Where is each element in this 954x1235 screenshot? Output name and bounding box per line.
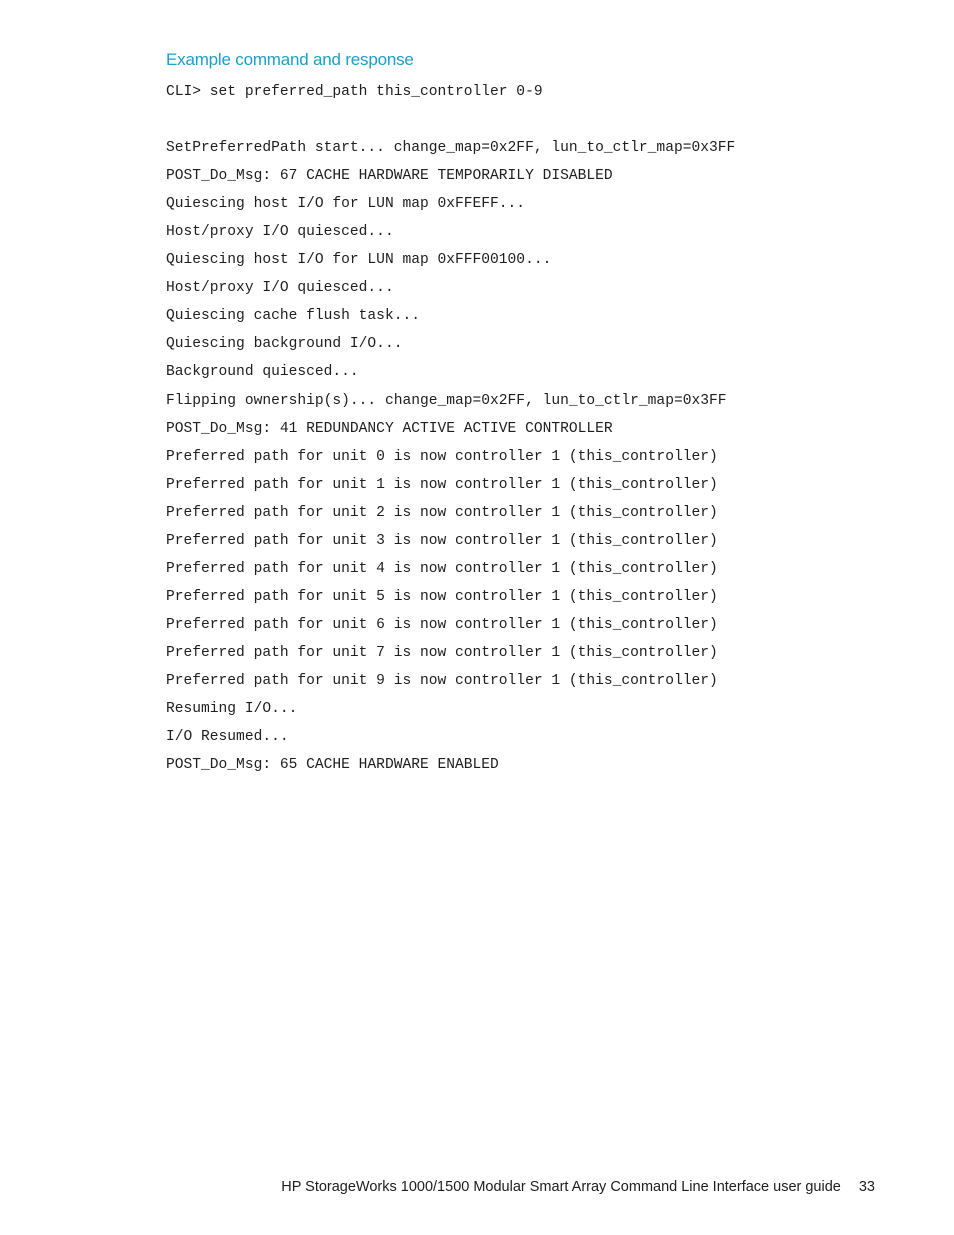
code-line: Quiescing cache flush task...: [166, 308, 420, 325]
code-line: Preferred path for unit 1 is now controller 1 (this_controller): [166, 476, 718, 493]
code-line: SetPreferredPath start... change_map=0x2FF, lun_to_ctlr_map=0x3FF: [166, 140, 736, 157]
code-line: Background quiesced...: [166, 364, 359, 381]
code-line: Host/proxy I/O quiesced...: [166, 280, 394, 297]
code-line: [166, 106, 735, 134]
code-line: Preferred path for unit 5 is now controller 1 (this_controller): [166, 588, 718, 605]
code-line: Resuming I/O...: [166, 701, 298, 718]
section-heading: Example command and response: [166, 50, 414, 69]
code-line: Quiescing background I/O...: [166, 336, 403, 353]
code-block: [166, 78, 735, 779]
code-line: Preferred path for unit 4 is now controller 1 (this_controller): [166, 560, 718, 577]
code-line: Quiescing host I/O for LUN map 0xFFF00100...: [166, 252, 552, 269]
code-line: Quiescing host I/O for LUN map 0xFFEFF...: [166, 196, 526, 213]
code-line: POST_Do_Msg: 65 CACHE HARDWARE ENABLED: [166, 757, 499, 774]
code-line: Preferred path for unit 0 is now controller 1 (this_controller): [166, 448, 718, 465]
code-line: Flipping ownership(s)... change_map=0x2FF, lun_to_ctlr_map=0x3FF: [166, 392, 727, 409]
footer-title: HP StorageWorks 1000/1500 Modular Smart Array Command Line Interface user guide: [281, 1179, 841, 1195]
code-line: Preferred path for unit 6 is now controller 1 (this_controller): [166, 616, 718, 633]
code-line: Preferred path for unit 2 is now controller 1 (this_controller): [166, 504, 718, 521]
code-line: POST_Do_Msg: 67 CACHE HARDWARE TEMPORARILY DISABLED: [166, 168, 613, 185]
code-line: Preferred path for unit 7 is now controller 1 (this_controller): [166, 644, 718, 661]
page-number: 33: [858, 1179, 875, 1195]
code-line: Preferred path for unit 9 is now controller 1 (this_controller): [166, 672, 718, 689]
page-footer: [281, 1179, 875, 1195]
code-line: I/O Resumed...: [166, 729, 289, 746]
code-line: CLI> set preferred_path this_controller 0-9: [166, 84, 543, 100]
code-line: Preferred path for unit 3 is now controller 1 (this_controller): [166, 532, 718, 549]
code-line: Host/proxy I/O quiesced...: [166, 224, 394, 241]
code-line: POST_Do_Msg: 41 REDUNDANCY ACTIVE ACTIVE CONTROLLER: [166, 420, 613, 437]
